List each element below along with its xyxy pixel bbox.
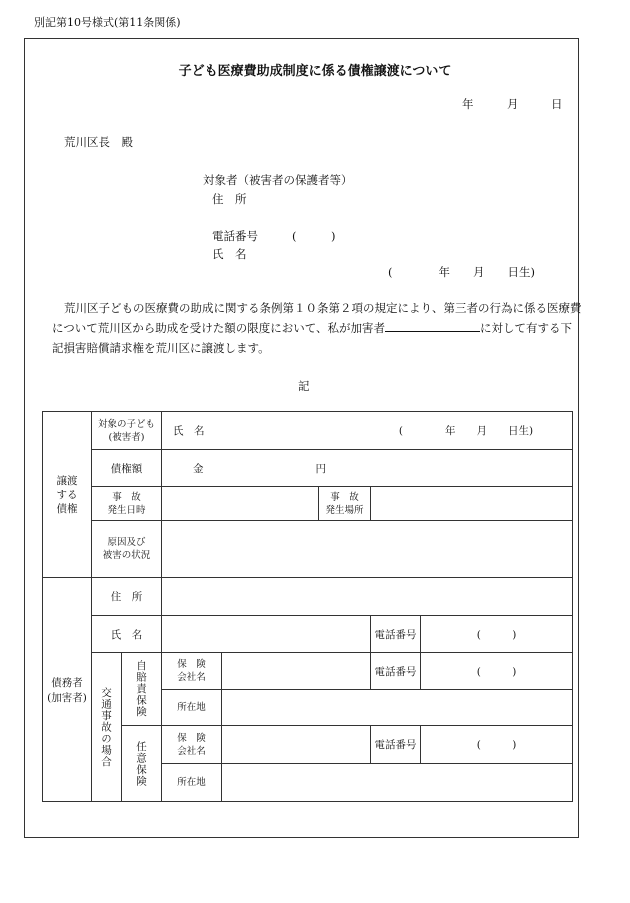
cause-cell[interactable] [162, 521, 573, 578]
accident-datetime-cell[interactable] [162, 487, 319, 521]
section-debtor: 債務者 (加害者) [43, 578, 92, 802]
voluntary-insurer-cell[interactable] [222, 726, 371, 764]
compulsory-insurer-cell[interactable] [222, 653, 371, 690]
debtor-name-label: 氏 名 [92, 616, 162, 653]
date-year: 年 [462, 97, 474, 111]
body-line-1: 荒川区子どもの医療費の助成に関する条例第１０条第２項の規定により、第三者の行為に係る医療費 [64, 301, 582, 315]
accident-place-label: 事 故 発生場所 [319, 487, 371, 521]
date-day: 日 [551, 97, 563, 111]
compulsory-phone-cell[interactable]: ( ) [421, 653, 573, 690]
cause-label: 原因及び 被害の状況 [92, 521, 162, 578]
voluntary-phone-cell[interactable]: ( ) [421, 726, 573, 764]
child-name-cell[interactable]: 氏 名 ( 年 月 日生) [162, 412, 573, 450]
addressee: 荒川区長 殿 [64, 135, 133, 149]
compulsory-phone-label: 電話番号 [371, 653, 421, 690]
debtor-phone-cell[interactable]: ( ) [421, 616, 573, 653]
page-title: 子ども医療費助成制度に係る債権譲渡について [178, 64, 452, 79]
accident-place-cell[interactable] [371, 487, 573, 521]
debtor-name-cell[interactable] [162, 616, 371, 653]
compulsory-insurer-label: 保 険 会社名 [162, 653, 222, 690]
body-line-2-pre: について荒川区から助成を受けた額の限度において、私が加害者 [52, 321, 386, 335]
voluntary-phone-label: 電話番号 [371, 726, 421, 764]
accident-datetime-label: 事 故 発生日時 [92, 487, 162, 521]
compulsory-location-cell[interactable] [222, 690, 573, 726]
debtor-address-label: 住 所 [92, 578, 162, 616]
applicant-birth-line: ( 年 月 日生) [388, 265, 535, 279]
claim-amount-label: 債権額 [92, 450, 162, 487]
date-month: 月 [507, 97, 519, 111]
offender-blank[interactable] [385, 318, 480, 332]
applicant-name-label: 氏 名 [212, 247, 247, 261]
applicant-phone-paren: ( ) [292, 229, 336, 243]
body-line-3: 記損害賠償請求権を荒川区に譲渡します。 [52, 341, 270, 355]
compulsory-location-label: 所在地 [162, 690, 222, 726]
debtor-phone-label: 電話番号 [371, 616, 421, 653]
traffic-accident-label: 交通事故の場合 [92, 653, 122, 802]
voluntary-location-label: 所在地 [162, 764, 222, 802]
applicant-address-label: 住 所 [212, 192, 247, 206]
applicant-heading: 対象者（被害者の保護者等） [203, 173, 353, 187]
form-label: 別記第10号様式(第11条関係) [34, 16, 181, 29]
compulsory-insurance-label: 自賠責保険 [122, 653, 162, 726]
voluntary-insurer-label: 保 険 会社名 [162, 726, 222, 764]
section-assigned-claim: 譲渡する債権 [43, 412, 92, 578]
body-line-2 [52, 318, 577, 338]
target-child-label: 対象の子ども (被害者) [92, 412, 162, 450]
ki-heading: 記 [298, 379, 310, 393]
claim-table [42, 411, 573, 802]
voluntary-location-cell[interactable] [222, 764, 573, 802]
debtor-address-cell[interactable] [162, 578, 573, 616]
body-line-2-post: に対して有する下 [480, 321, 573, 335]
body-text [52, 298, 582, 358]
voluntary-insurance-label: 任意保険 [122, 726, 162, 802]
claim-amount-cell[interactable]: 金 円 [162, 450, 573, 487]
applicant-phone-label: 電話番号 [212, 229, 258, 243]
